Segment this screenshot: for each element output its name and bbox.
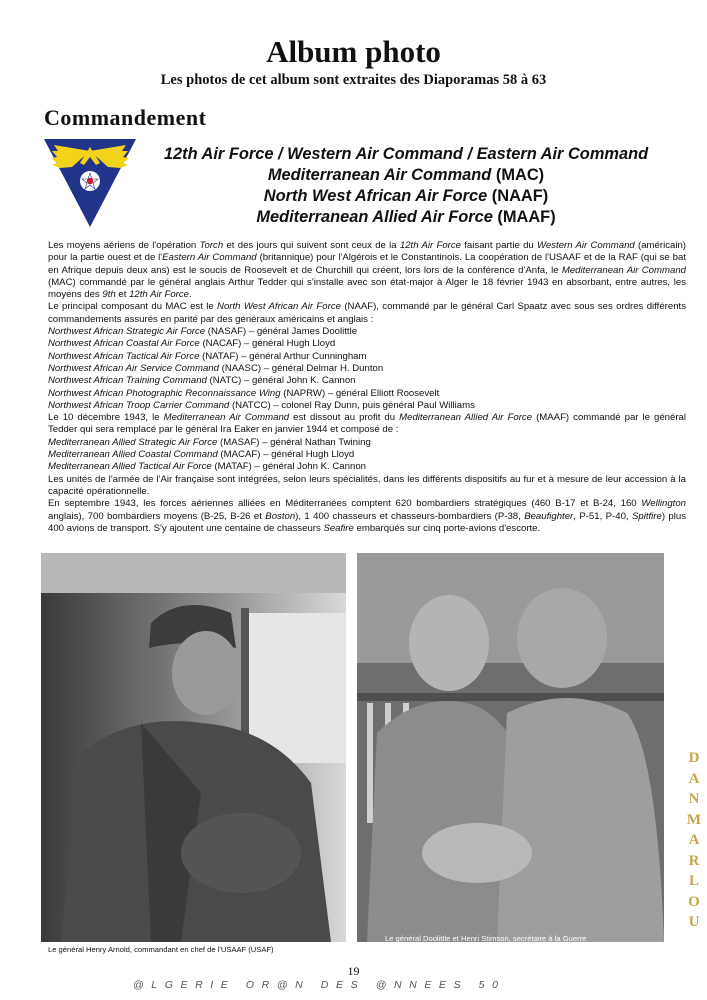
command-list-item: Northwest African Tactical Air Force (NATAF) – général Arthur Cunningham xyxy=(48,350,367,362)
brand-letter: O xyxy=(688,893,700,910)
text-run: (NAAF), commandé par le général Carl Spaatz avec sous ses ordres différents commandements assurés en parité par des généraux américains et anglais : xyxy=(48,301,686,325)
text-run: Les moyens aériens de l'opération xyxy=(48,240,200,251)
text-run: (américain) pour la partie ouest et de l' xyxy=(48,240,686,264)
command-headings xyxy=(136,144,676,228)
paragraph-forces-1943 xyxy=(48,498,686,535)
maaf-command-list xyxy=(48,437,686,474)
photo-general-arnold xyxy=(41,553,346,942)
photo-caption-right: Le général Doolittle et Henri Stimson, secrétaire à la Guerre xyxy=(385,934,587,943)
text-run: anglais), 700 bombardiers moyens (B-25, B-26 et xyxy=(48,510,266,522)
photo-caption-left: Le général Henry Arnold, commandant en chef de l'USAAF (USAF) xyxy=(48,945,274,954)
command-list-item: Mediterranean Allied Tactical Air Force (MATAF) – général John K. Cannon xyxy=(48,461,366,473)
brand-letter: U xyxy=(688,914,700,930)
brand-letter: L xyxy=(688,873,699,889)
text-run: ) plus 400 avions de transport. S'y ajoutent une centaine de chasseurs xyxy=(48,510,686,534)
text-run: North West African Air Force xyxy=(217,301,341,313)
photo-doolittle-stimson xyxy=(357,553,664,942)
text-run: (MAAF) commandé par le général Tedder qui sera remplacé par le général Ira Eaker en janvier 1944 et composé de : xyxy=(48,412,687,436)
text-run: Le 10 décembre 1943, le xyxy=(48,412,164,424)
article-body xyxy=(48,240,686,535)
text-run: Eastern Air Command xyxy=(162,252,257,264)
footer-banner: @LGERIE OR@N DES @NNEES 50 xyxy=(133,979,506,991)
twelfth-air-force-emblem-icon xyxy=(42,137,138,229)
paragraph-french-units xyxy=(48,474,686,499)
section-title: Commandement xyxy=(44,105,207,130)
command-list-item: Mediterranean Allied Strategic Air Force (MASAF) – général Nathan Twining xyxy=(48,436,371,448)
page-number: 19 xyxy=(347,964,360,978)
text-run: Les unités de l'armée de l'Air française sont intégrées, selon leurs spécialités, dans les différents dispositifs au fur et à mesure de leur accession à la capacité opérationnelle. xyxy=(48,473,686,497)
page-title: Album photo xyxy=(266,34,441,69)
text-run: Mediterranean Air Command xyxy=(561,264,686,276)
paragraph-torch xyxy=(48,240,686,301)
text-run: faisant partie du xyxy=(461,240,538,251)
photo-general-arnold-image xyxy=(41,553,346,942)
text-run: Wellington xyxy=(641,498,686,510)
text-run: (MAC) commandé par le général anglais Arthur Tedder qui s'installe avec son état-major à Alger le 18 février 1943 en absorbant, entre autres, les moyens des xyxy=(48,276,686,301)
brand-letter: R xyxy=(688,852,700,869)
text-run: Spitfire xyxy=(631,510,662,522)
text-run: Seafire xyxy=(323,522,354,534)
heading-line-4: Mediterranean Allied Air Force (MAAF) xyxy=(256,208,556,226)
command-list-item: Northwest African Strategic Air Force (NASAF) – général James Doolittle xyxy=(48,326,358,338)
paragraph-maaf xyxy=(48,412,686,437)
command-list-item: Mediterranean Allied Coastal Command (MACAF) – général Hugh Lloyd xyxy=(48,449,355,461)
text-run: et xyxy=(115,289,130,301)
command-list-item: Northwest African Training Command (NATC) – général John K. Cannon xyxy=(48,375,356,387)
heading-line-2: Mediterranean Air Command (MAC) xyxy=(267,166,545,184)
brand-letter: N xyxy=(688,791,700,807)
command-list-item: Northwest African Air Service Command (NAASC) – général Delmar H. Dunton xyxy=(48,362,384,374)
naaf-command-list xyxy=(48,326,686,412)
text-run: , P-51, P-40, xyxy=(573,510,632,522)
text-run: En septembre 1943, les forces aériennes alliées en Méditerranées comptent 620 bombardiers stratégiques (460 B-17 et B-24, 160 xyxy=(48,498,642,510)
command-list-item: Northwest African Coastal Air Force (NACAF) – général Hugh Lloyd xyxy=(48,338,336,350)
text-run: est dissout au profit du xyxy=(289,412,400,424)
brand-letter: A xyxy=(688,770,700,787)
text-run: 12th Air Force xyxy=(399,240,461,251)
text-run: (britannique) pour l'Algérois et le Constantinois. La coopération de l'USAAF et de la RAF (qui se bat en Afrique depuis deux ans) est le soucis de Roosevelt et de Churchill qui créent, lors lors de la conférence d'Anfa, le xyxy=(48,252,686,276)
text-run: embarqués sur cinq porte-avions d'escorte. xyxy=(353,522,541,534)
paragraph-naaf xyxy=(48,301,686,326)
brand-letter: D xyxy=(688,750,700,766)
text-run: 9th xyxy=(102,289,116,301)
page-subtitle: Les photos de cet album sont extraites des Diaporamas 58 à 63 xyxy=(160,72,547,88)
text-run: 12th Air Force xyxy=(129,289,189,301)
text-run: Mediterranean Air Command xyxy=(163,412,290,424)
text-run: Torch xyxy=(199,240,224,251)
photo-doolittle-stimson-image xyxy=(357,553,664,942)
heading-line-1: 12th Air Force / Western Air Command / Eastern Air Command xyxy=(163,145,649,163)
command-list-item: Northwest African Photographic Reconnaissance Wing (NAPRW) – général Elliott Roosevelt xyxy=(48,387,440,399)
brand-letter: M xyxy=(686,811,702,828)
brand-letter: A xyxy=(688,832,700,848)
text-run: ), 1 400 chasseurs et chasseurs-bombardiers (P-38, xyxy=(295,510,525,522)
text-run: et des jours qui suivent sont ceux de la xyxy=(223,240,400,251)
text-run: . xyxy=(189,289,192,301)
text-run: Beaufighter xyxy=(524,510,574,522)
text-run: Western Air Command xyxy=(537,240,635,251)
text-run: Boston xyxy=(265,510,296,522)
text-run: Mediterranean Allied Air Force xyxy=(399,412,533,424)
command-list-item: Northwest African Troop Carrier Command (NATCC) – colonel Ray Dunn, puis général Paul Williams xyxy=(48,399,475,411)
vertical-brand xyxy=(684,748,704,933)
heading-line-3: North West African Air Force (NAAF) xyxy=(263,187,549,205)
text-run: Le principal composant du MAC est le xyxy=(48,301,218,313)
